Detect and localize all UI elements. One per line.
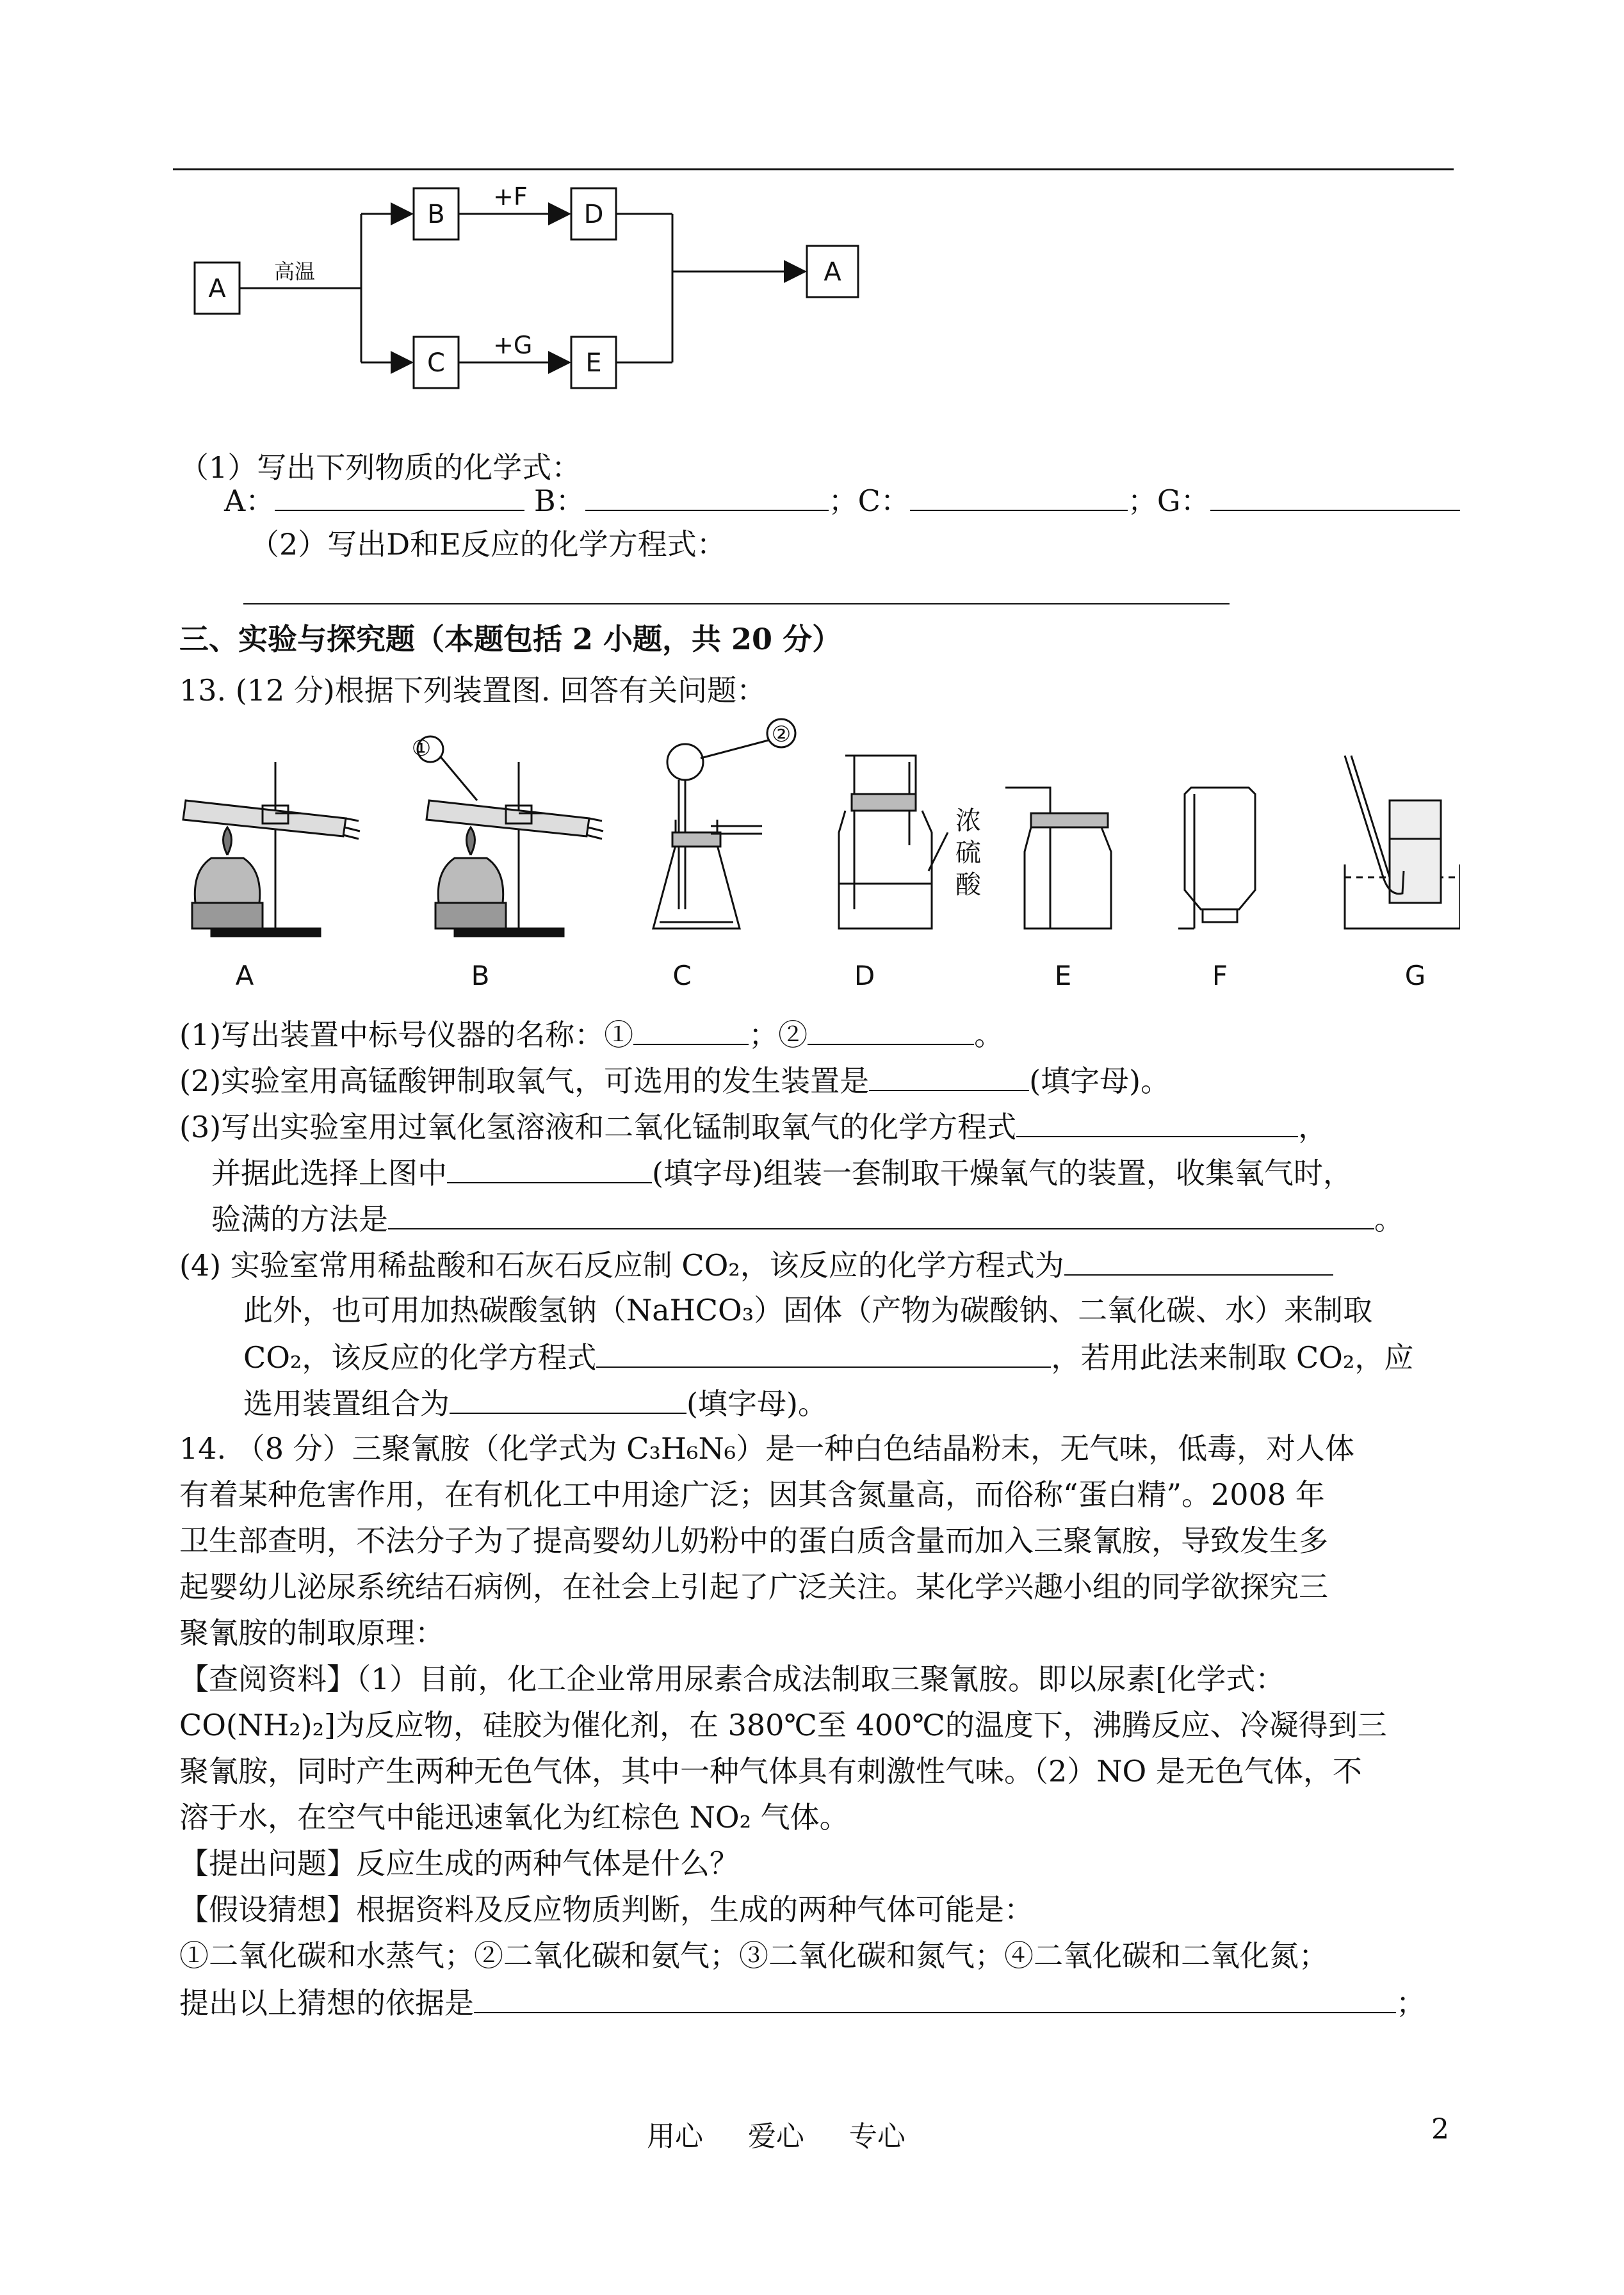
q13-s4-text-d: ，若用此法来制取 CO₂，应 [1051,1340,1414,1375]
blank-c [910,480,1128,511]
q14-line-13 [179,1983,1425,2022]
header-rule [173,168,1454,170]
q13-s3-line1 [179,1107,1328,1146]
q14-line-6: 【查阅资料】（1）目前，化工企业常用尿素合成法制取三聚氰胺。即以尿素[化学式： [179,1662,1285,1696]
q13-s4-blank-2 [596,1337,1051,1368]
q13-s4-blank-3 [450,1383,686,1414]
q13-s1-text-c: 。 [974,1018,1004,1052]
apparatus-label-e: E [1054,960,1072,991]
section-3-title: 三、实验与探究题（本题包括 2 小题，共 20 分） [179,622,842,656]
plus-f-label: +F [493,182,528,211]
q12-answer-line [243,603,1230,604]
q13-s3-text-e: 验满的方法是 [211,1202,388,1237]
apparatus-b [418,736,603,936]
q13-s3-line3 [211,1199,1404,1238]
page-number: 2 [1431,2113,1449,2146]
apparatus-e [1005,788,1111,929]
apparatus-g [1345,756,1460,929]
q13-s3-line2 [211,1153,1352,1192]
q14-line-3: 卫生部查明，不法分子为了提高婴幼儿奶粉中的蛋白质含量而加入三聚氰胺，导致发生多 [179,1523,1328,1558]
q14-line-9: 溶于水，在空气中能迅速氧化为红棕色 NO₂ 气体。 [179,1800,849,1835]
q13-s4-text-a: (4) 实验室常用稀盐酸和石灰石反应制 CO₂，该反应的化学方程式为 [179,1248,1064,1283]
q13-s2 [179,1060,1170,1100]
footer-motto: 用心 爱心 专心 [647,2120,905,2153]
q14-line-12: ①二氧化碳和水蒸气；②二氧化碳和氨气；③二氧化碳和氮气；④二氧化碳和二氧化氮； [179,1938,1328,1973]
conc-label-1: 浓 [955,806,981,836]
q13-intro: 13. (12 分)根据下列装置图. 回答有关问题： [179,673,767,708]
q14-line-13-text: 提出以上猜想的依据是 [179,1986,474,2020]
node-c-label: C [427,348,445,378]
q13-s3-text-c: 并据此选择上图中 [211,1156,447,1190]
q13-s4-text-c: CO₂，该反应的化学方程式 [243,1340,597,1375]
blank-b [585,480,829,511]
q13-s4-line2: 此外，也可用加热碳酸氢钠（NaHCO₃）固体（产物为碳酸钠、二氧化碳、水）来制取 [243,1293,1373,1327]
apparatus-label-d: D [854,960,875,991]
label-c: ；C： [828,483,910,518]
apparatus-label-b: B [471,960,490,991]
q14-line-8: 聚氰胺，同时产生两种无色气体，其中一种气体具有刺激性气味。（2）NO 是无色气体，不 [179,1754,1362,1788]
q13-s1-blank-1 [633,1014,749,1045]
apparatus-a [183,762,360,936]
blank-g [1210,480,1460,511]
q13-s2-blank [869,1060,1029,1091]
q13-s2-text-a: (2)实验室用高锰酸钾制取氧气，可选用的发生装置是 [179,1064,870,1098]
q12-part2: （2）写出D和E反应的化学方程式： [250,527,726,562]
q13-s4-line4 [243,1383,827,1423]
q13-s3-blank-1 [1016,1107,1298,1137]
q13-s4-line3 [243,1337,1413,1377]
marker-2: ② [771,722,792,747]
apparatus-f [1178,788,1255,929]
q14-line-1: 14. （8 分）三聚氰胺（化学式为 C₃H₆N₆）是一种白色结晶粉末，无气味，低毒，对人体 [179,1431,1355,1466]
q13-s4-line1 [179,1245,1333,1285]
q13-s3-text-a: (3)写出实验室用过氧化氢溶液和二氧化锰制取氧气的化学方程式 [179,1110,1017,1144]
q13-s1-text-a: (1)写出装置中标号仪器的名称：① [179,1018,634,1052]
label-g: ；G： [1127,483,1210,518]
q12-part1: （1）写出下列物质的化学式： [179,450,581,485]
node-a-left-label: A [208,274,226,304]
q13-s3-blank-3 [388,1199,1374,1229]
apparatus-label-g: G [1404,960,1426,991]
apparatus-c [653,719,795,929]
node-a-right-label: A [824,257,841,287]
q13-s1 [179,1014,1003,1054]
q13-s4-text-f: (填字母)。 [686,1386,827,1421]
q14-line-5: 聚氰胺的制取原理： [179,1616,444,1650]
q13-s3-text-f: 。 [1374,1202,1404,1237]
conc-label-3: 酸 [955,870,981,900]
q13-s2-text-b: (填字母)。 [1029,1064,1171,1098]
q13-s3-text-b: ， [1298,1110,1328,1144]
flow-diagram [179,179,897,410]
label-b: B： [533,483,585,518]
q14-line-4: 起婴幼儿泌尿系统结石病例，在社会上引起了广泛关注。某化学兴趣小组的同学欲探究三 [179,1569,1328,1604]
apparatus-label-f: F [1212,960,1228,991]
node-d-label: D [583,200,604,229]
q14-basis-blank [474,1983,1396,2013]
node-b-label: B [427,200,445,229]
apparatus-d [839,756,948,929]
q14-line-11: 【假设猜想】根据资料及反应物质判断，生成的两种气体可能是： [179,1892,1034,1927]
node-e-label: E [585,348,602,378]
conc-label-2: 硫 [955,838,981,868]
heat-label: 高温 [274,259,316,284]
q14-line-13-end: ； [1396,1986,1425,2020]
q14-line-7: CO(NH₂)₂]为反应物，硅胶为催化剂，在 380℃至 400℃的温度下，沸腾反应、冷凝得到三 [179,1708,1387,1742]
blank-a [275,480,524,511]
q14-line-2: 有着某种危害作用，在有机化工中用途广泛；因其含氮量高，而俗称“蛋白精”。2008 年 [179,1477,1325,1512]
q12-formula-line [224,480,1460,520]
q13-s4-text-e: 选用装置组合为 [243,1386,450,1421]
q13-s1-blank-2 [808,1014,974,1045]
apparatus-label-a: A [235,960,254,991]
marker-1: ① [411,736,432,761]
q14-line-10: 【提出问题】反应生成的两种气体是什么？ [179,1846,739,1881]
apparatus-label-c: C [672,960,692,991]
label-a: A： [224,483,275,518]
plus-g-label: +G [493,331,533,359]
q13-s3-text-d: (填字母)组装一套制取干燥氧气的装置，收集氧气时， [652,1156,1352,1190]
q13-s4-blank-1 [1064,1245,1333,1276]
q13-s1-text-b: ；② [749,1018,808,1052]
q13-s3-blank-2 [447,1153,652,1183]
apparatus-figure [173,717,1460,1005]
